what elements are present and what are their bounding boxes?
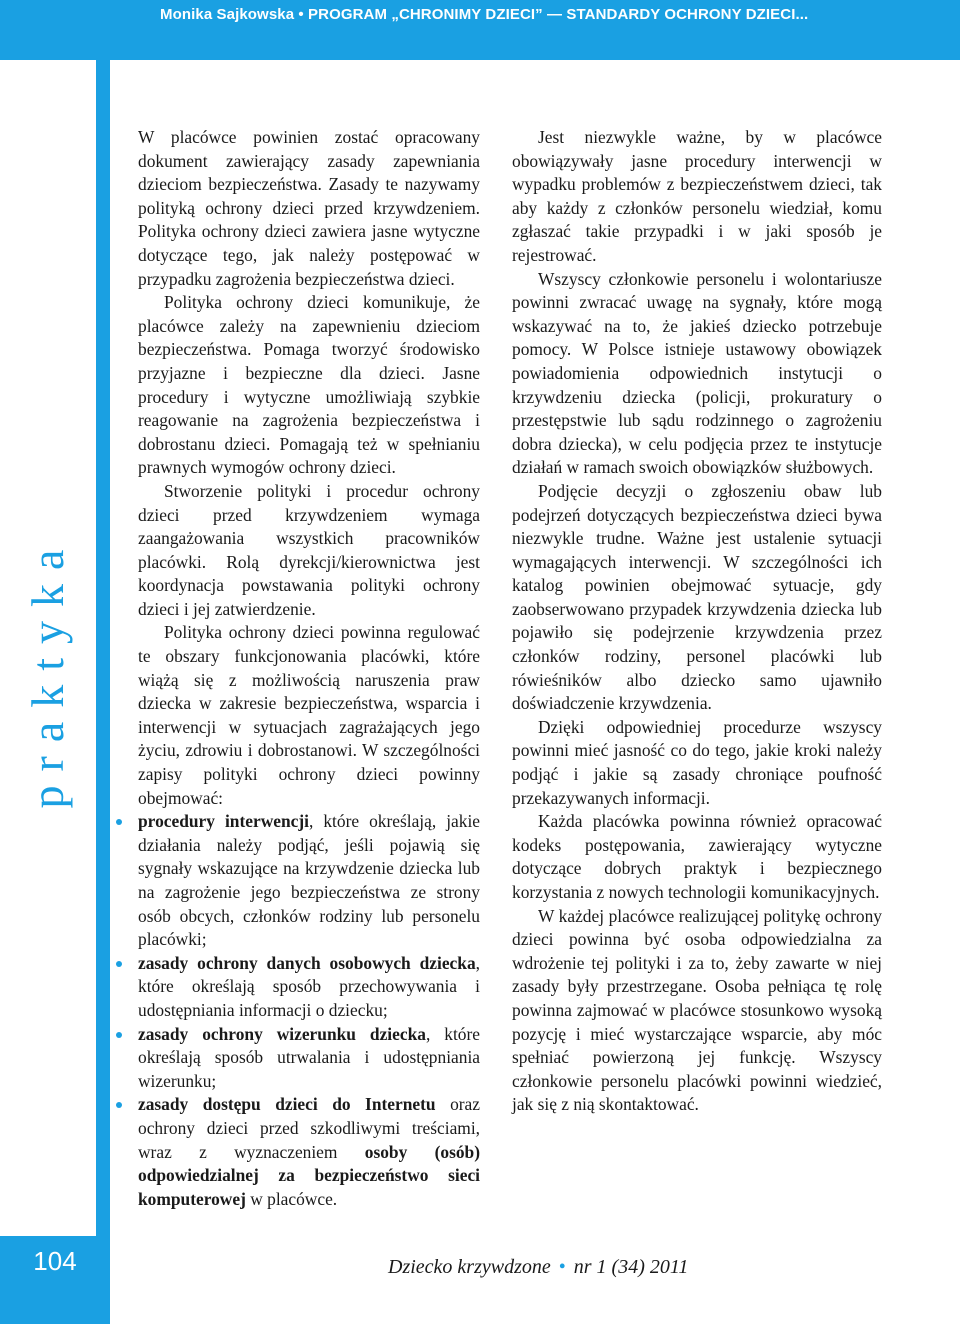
list-item-text: , które określają sposób przechowywania i udostępniania informacji o dziecku; — [138, 952, 480, 1020]
paragraph: Wszyscy członkowie personelu i wolontariusze powinni zwracać uwagę na sygnały, które mogą wskazywać na to, że jakieś dziecko potrzebuje pomocy. W Polsce istnieje ustawowy obowiązek powiadomienia odpowiednich instytucji o krzywdzeniu dziecka (policji, prokuratury o przestępstwie lub sądu rodzinnego o zagrożeniu dobra dziecka), w celu podjęcia przez te instytucje działań w ramach swoich obowiązków służbowych. — [512, 268, 882, 478]
list-item — [138, 810, 480, 952]
paragraph: Każda placówka powinna również opracować kodeks postępowania, zawierający wytyczne dotyczące dobrych praktyk i bezpiecznego korzystania z nowych technologii komunikacyjnych. — [512, 811, 882, 902]
paragraph: W placówce powinien zostać opracowany dokument zawierający zasady zapewniania dzieciom bezpieczeństwa. Zasady te nazywamy polityką ochrony dzieci przed krzywdzeniem. Polityka ochrony dzieci zawiera jasne wytyczne dotyczące tego, jak należy postępować w przypadku zagrożenia bezpieczeństwa dzieci. — [138, 127, 480, 289]
journal-issue: nr 1 (34) 2011 — [573, 1256, 689, 1278]
list-item-term: zasady ochrony wizerunku dziecka — [138, 1023, 426, 1044]
paragraph: W każdej placówce realizującej politykę ochrony dzieci powinna być osoba odpowiedzialna za wdrożenie tej polityki i za to, żeby zawarte w niej zasady były przestrzegane. Osoba pełniąca tę rolę powinna zajmować w placówce stosunkowo wysoką pozycję i mieć wystarczające wsparcie, aby móc spełniać powierzoną jej funkcję. Wszyscy członkowie personelu placówki powinni wiedzieć, jak się z nią skontaktować. — [512, 905, 882, 1115]
policy-elements-list — [138, 810, 480, 1211]
list-item-text: w placówce. — [245, 1188, 338, 1209]
journal-footer — [388, 1256, 688, 1279]
list-item — [138, 952, 480, 1023]
list-item-text: , które określają, jakie działania należy podjąć, jeśli pojawią się sygnały wskazujące na krzywdzenie dziecka lub na zagrożenie jego bezpieczeństwa ze strony osób obcych, członków rodziny lub personelu placówki; — [138, 811, 480, 950]
running-header-bar — [0, 0, 960, 60]
left-column — [138, 126, 480, 1211]
section-label: praktyka — [22, 535, 73, 809]
paragraph: Polityka ochrony dzieci komunikuje, że placówce zależy na zapewnieniu dzieciom bezpieczeństwa. Pomaga tworzyć środowisko przyjazne i bezpieczne dla dzieci. Jasne procedury i wytyczne umożliwiają szybkie reagowanie na zagrożenia bezpieczeństwa i dobrostanu dzieci. Pomagają też w spełnianiu prawnych wymogów ochrony dzieci. — [138, 292, 480, 478]
page-number: 104 — [33, 1246, 77, 1276]
paragraph: Polityka ochrony dzieci powinna regulować te obszary funkcjonowania placówki, które wiążą się z możliwością naruszenia praw dziecka w zakresie bezpieczeństwa, wsparcia i interwencji w sytuacjach zagrażających jego życiu, zdrowiu i dobrostanowi. W szczególności zapisy polityki ochrony dzieci powinny obejmować: — [138, 622, 480, 808]
list-item-term: zasady dostępu dzieci do Internetu — [138, 1094, 436, 1115]
list-item-term: procedury interwencji — [138, 811, 309, 832]
paragraph: Stworzenie polityki i procedur ochrony dzieci przed krzywdzeniem wymaga zaangażowania wszystkich pracowników placówki. Rolą dyrekcji/kierownictwa jest koordynacja powstawania polityki ochrony dzieci i jej zatwierdzenie. — [138, 480, 480, 619]
list-item — [138, 1093, 480, 1211]
footer-separator: • — [558, 1256, 566, 1278]
list-item-text: , które określają sposób utrwalania i udostępniania wizerunku; — [138, 1023, 480, 1091]
list-item-term: osoby (osób) odpowiedzialnej za bezpieczeństwo sieci komputerowej — [138, 1141, 480, 1209]
right-column — [512, 126, 882, 1117]
running-title: Monika Sajkowska • PROGRAM „CHRONIMY DZIECI” — STANDARDY OCHRONY DZIECI... — [160, 6, 809, 23]
list-item-text: oraz ochrony dzieci przed szkodliwymi treściami, wraz z wyznaczeniem — [138, 1094, 480, 1162]
paragraph: Podjęcie decyzji o zgłoszeniu obaw lub podejrzeń dotyczących bezpieczeństwa dzieci bywa niezwykle trudne. Ważne jest ustalenie sytuacji wymagających interwencji. W szczególności ich katalog powinien obejmować sytuacje, gdy zaobserwowano przypadek krzywdzenia dziecka lub pojawiło się podejrzenie krzywdzenia przez członków rodziny, personel placówki lub rówieśników albo dziecko samo ujawniło doświadczenie krzywdzenia. — [512, 480, 882, 714]
list-item — [138, 1023, 480, 1094]
paragraph: Jest niezwykle ważne, by w placówce obowiązywały jasne procedury interwencji w wypadku problemów z bezpieczeństwem dzieci, tak aby każdy z członków personelu wiedział, komu zgłaszać takie przypadki i w jaki sposób je rejestrować. — [512, 127, 882, 265]
paragraph: Dzięki odpowiedniej procedurze wszyscy powinni mieć jasność co do tego, jakie kroki należy podjąć i jakie są zasady chroniące poufność przekazywanych informacji. — [512, 716, 882, 808]
list-item-term: zasady ochrony danych osobowych dziecka — [138, 952, 476, 973]
journal-title: Dziecko krzywdzone — [388, 1256, 551, 1278]
